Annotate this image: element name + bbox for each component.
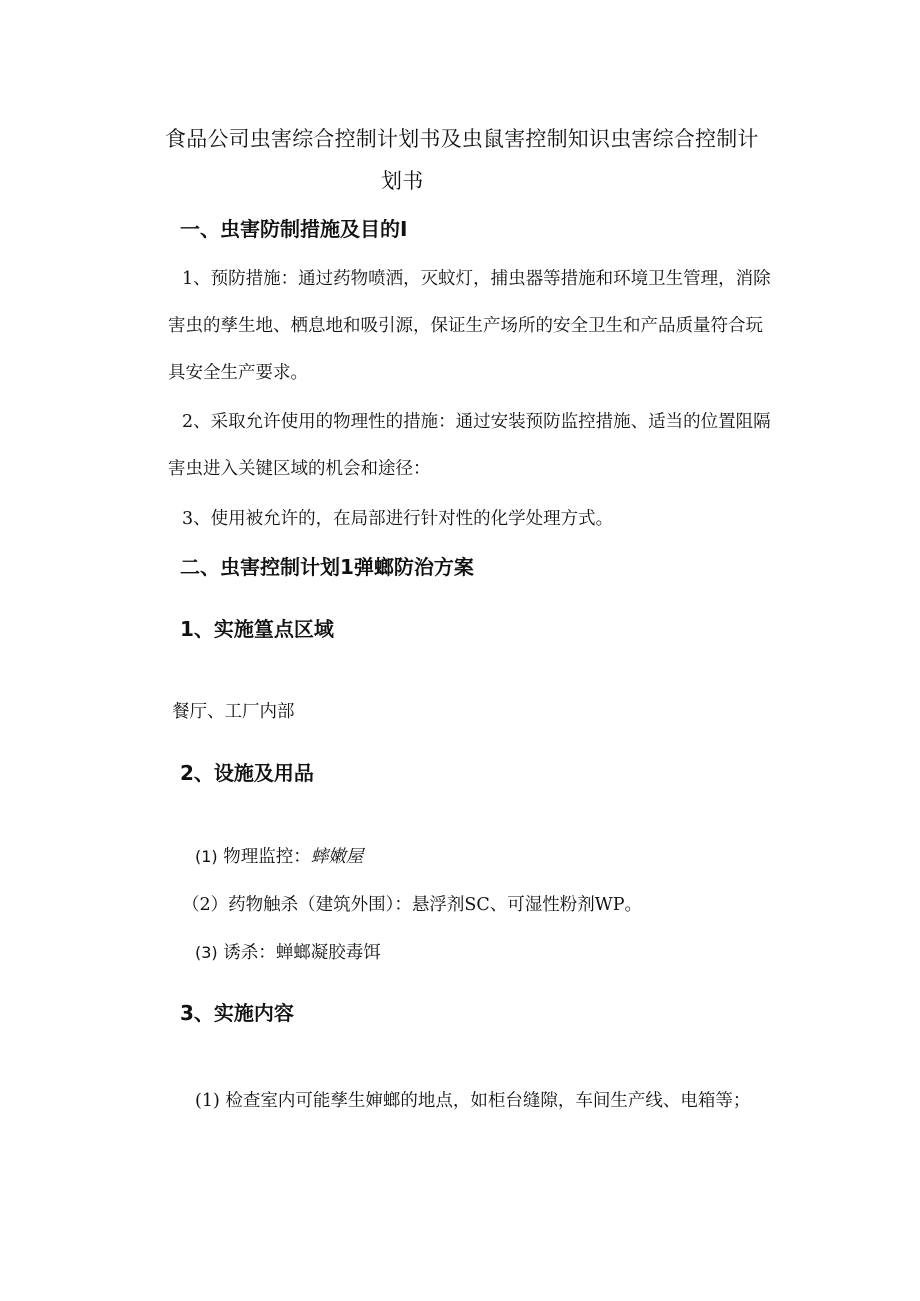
section-1-paragraph-2: 2、采取允许使用的物理性的措施：通过安装预防监控措施、适当的位置阻隔害虫进入关键区域的机会和途径： bbox=[168, 412, 771, 479]
subsection-3-heading: 3、实施内容 bbox=[180, 1001, 294, 1025]
subsection-2-heading: 2、设施及用品 bbox=[180, 761, 314, 785]
section-2-heading: 二、虫害控制计划1弹螂防治方案 bbox=[180, 555, 474, 579]
title-line-2: 划书 bbox=[381, 169, 424, 193]
equipment-item-2: （2）药物触杀（建筑外围）：悬浮剂SC、可湿性粉剂WP。 bbox=[182, 895, 643, 915]
section-1-paragraph-1: 1、预防措施：通过药物喷洒，灭蚊灯，捕虫器等措施和环境卫生管理，消除害虫的孳生地、栖息地和吸引源，保证生产场所的安全卫生和产品质量符合玩具安全生产要求。 bbox=[168, 269, 771, 383]
document-title bbox=[165, 118, 785, 202]
equipment-item-1-number: (1) bbox=[195, 847, 218, 866]
content-item-1-text: 检查室内可能孳生婶螂的地点，如柜台缝隙，车间生产线、电箱等； bbox=[225, 1091, 751, 1111]
equipment-item-3-number: (3) bbox=[195, 943, 218, 962]
section-1-paragraph-3: 3、使用被允许的，在局部进行针对性的化学处理方式。 bbox=[182, 509, 614, 529]
equipment-item-1-value: 蟀嫩屋 bbox=[310, 847, 364, 867]
equipment-item-1 bbox=[195, 842, 363, 872]
equipment-item-3-text: 诱杀：蝉螂凝胶毒饵 bbox=[223, 943, 381, 963]
title-line-1: 食品公司虫害综合控制计划书及虫鼠害控制知识虫害综合控制计 bbox=[165, 127, 759, 151]
content-item-1-number: (1) bbox=[195, 1091, 220, 1111]
subsection-1-heading: 1、实施篁点区域 bbox=[180, 617, 334, 641]
section-1-heading: 一、虫害防制措施及目的I bbox=[180, 217, 408, 241]
subsection-1-text: 餐厅、工厂内部 bbox=[172, 702, 295, 722]
equipment-item-1-label: 物理监控： bbox=[223, 847, 311, 867]
content-item-1 bbox=[168, 1078, 782, 1124]
equipment-item-3 bbox=[195, 938, 381, 968]
